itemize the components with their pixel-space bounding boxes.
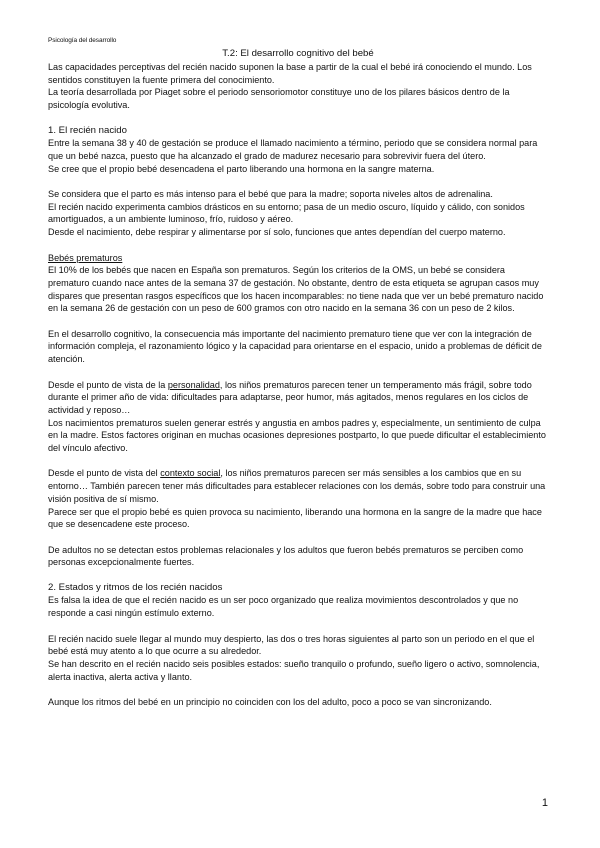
s1-paragraph-4: El recién nacido experimenta cambios drásticos en su entorno; pasa de un medio oscuro, líquido y cálido, con sonidos amortiguados, a un ambiente luminoso, frío, ruidoso y aéreo. xyxy=(48,201,525,225)
prem-paragraph-2: En el desarrollo cognitivo, la consecuencia más importante del nacimiento prematuro tiene que ver con la integración de información compleja, el razonamiento lógico y la capacidad para orientarse en el espacio, unido a problemas de déficit de atención. xyxy=(48,328,542,365)
running-header: Psicología del desarrollo xyxy=(48,37,117,44)
prem-p5-end: , los niños prematuros parecen ser más sensibles a los cambios que en su entorno… También parecen tener más dificultades para establecer relaciones con los demás, sobre todo para construir una visión positiva de sí mismo. xyxy=(48,468,546,504)
prem-paragraph-1: El 10% de los bebés que nacen en España son prematuros. Según los criterios de la OMS, un bebé se considera prematuro cuando nace antes de la semana 37 de gestación. No obstante, dentro de esta etiqueta se agrupan casos muy dispares que presentan rasgos específicos que los hacen incomparables: no tiene nada que ver un bebé prematuro nacido en la semana 26 de gestación con un peso de 600 gramos con otro nacido en la semana 36 con un peso de 2 kilos. xyxy=(48,265,544,314)
intro-paragraph-2: La teoría desarrollada por Piaget sobre el periodo sensoriomotor constituye uno de los pilares básicos dentro de la psicología evolutiva. xyxy=(48,87,510,111)
s1-paragraph-1: Entre la semana 38 y 40 de gestación se produce el llamado nacimiento a término, periodo que se considera normal para que un bebé nazca, puesto que ha alcanzado el grado de madurez necesario para sobrevivir fuera del útero. xyxy=(48,138,538,161)
s2-paragraph-1: Es falsa la idea de que el recién nacido es un ser poco organizado que realiza movimientos descontrolados y que no responde a casi ningún estímulo externo. xyxy=(48,595,519,619)
s2-paragraph-2: El recién nacido suele llegar al mundo muy despierto, las dos o tres horas siguientes al parto son un periodo en el que el bebé está muy atento a lo que ocurre a su alrededor. xyxy=(48,633,535,657)
premature-heading: Bebés prematuros xyxy=(48,252,123,263)
s2-paragraph-4: Aunque los ritmos del bebé en un principio no coinciden con los del adulto, poco a poco se van sincronizando. xyxy=(48,697,492,707)
s1-paragraph-2: Se cree que el propio bebé desencadena el parto liberando una hormona en la sangre materna. xyxy=(48,163,435,174)
prem-p3-end: , los niños prematuros parecen tener un temperamento más frágil, sobre todo durante el primer año de vida: dificultades para adaptarse, peor humor, más agitados, menos regulares en los ciclos de actividad y reposo… xyxy=(48,379,532,415)
intro-paragraph-1: Las capacidades perceptivas del recién nacido suponen la base a partir de la cual el bebé irá conociendo el mundo. Los sentidos constituyen la fuente primera del conocimiento. xyxy=(48,62,532,85)
s1-paragraph-3: Se considera que el parto es más intenso para el bebé que para la madre; soporta niveles altos de adrenalina. xyxy=(48,189,493,199)
prem-p5-start: Desde el punto de vista del xyxy=(48,468,161,479)
term-contexto-social: contexto social xyxy=(160,468,221,479)
prem-paragraph-5 xyxy=(48,467,548,505)
prem-paragraph-3 xyxy=(48,379,548,417)
prem-paragraph-4: Los nacimientos prematuros suelen generar estrés y angustia en ambos padres y, especialmente, un sentimiento de culpa en la madre. Estos factores originan en muchas ocasiones depresiones postparto, lo que puede dificultar el establecimiento del vínculo afectivo. xyxy=(48,417,546,454)
document-title: T.2: El desarrollo cognitivo del bebé xyxy=(222,48,374,59)
section-2-heading: 2. Estados y ritmos de los recién nacidos xyxy=(48,581,223,593)
s1-paragraph-5: Desde el nacimiento, debe respirar y alimentarse por sí solo, funciones que antes dependían del cuerpo materno. xyxy=(48,227,506,238)
s2-paragraph-3: Se han descrito en el recién nacido seis posibles estados: sueño tranquilo o profundo, sueño ligero o activo, somnolencia, alerta inactiva, alerta activa y llanto. xyxy=(48,658,540,682)
prem-paragraph-7: De adultos no se detectan estos problemas relacionales y los adultos que fueron bebés prematuros se perciben como personas excepcionalmente fuertes. xyxy=(48,544,524,568)
section-1-heading: 1. El recién nacido xyxy=(48,124,127,136)
page-number: 1 xyxy=(541,797,548,809)
prem-paragraph-6: Parece ser que el propio bebé es quien provoca su nacimiento, liberando una hormona en la sangre de la madre que hace que se desencadene este proceso. xyxy=(48,506,542,530)
term-personalidad: personalidad xyxy=(167,379,220,390)
prem-p3-start: Desde el punto de vista de la xyxy=(48,379,168,390)
